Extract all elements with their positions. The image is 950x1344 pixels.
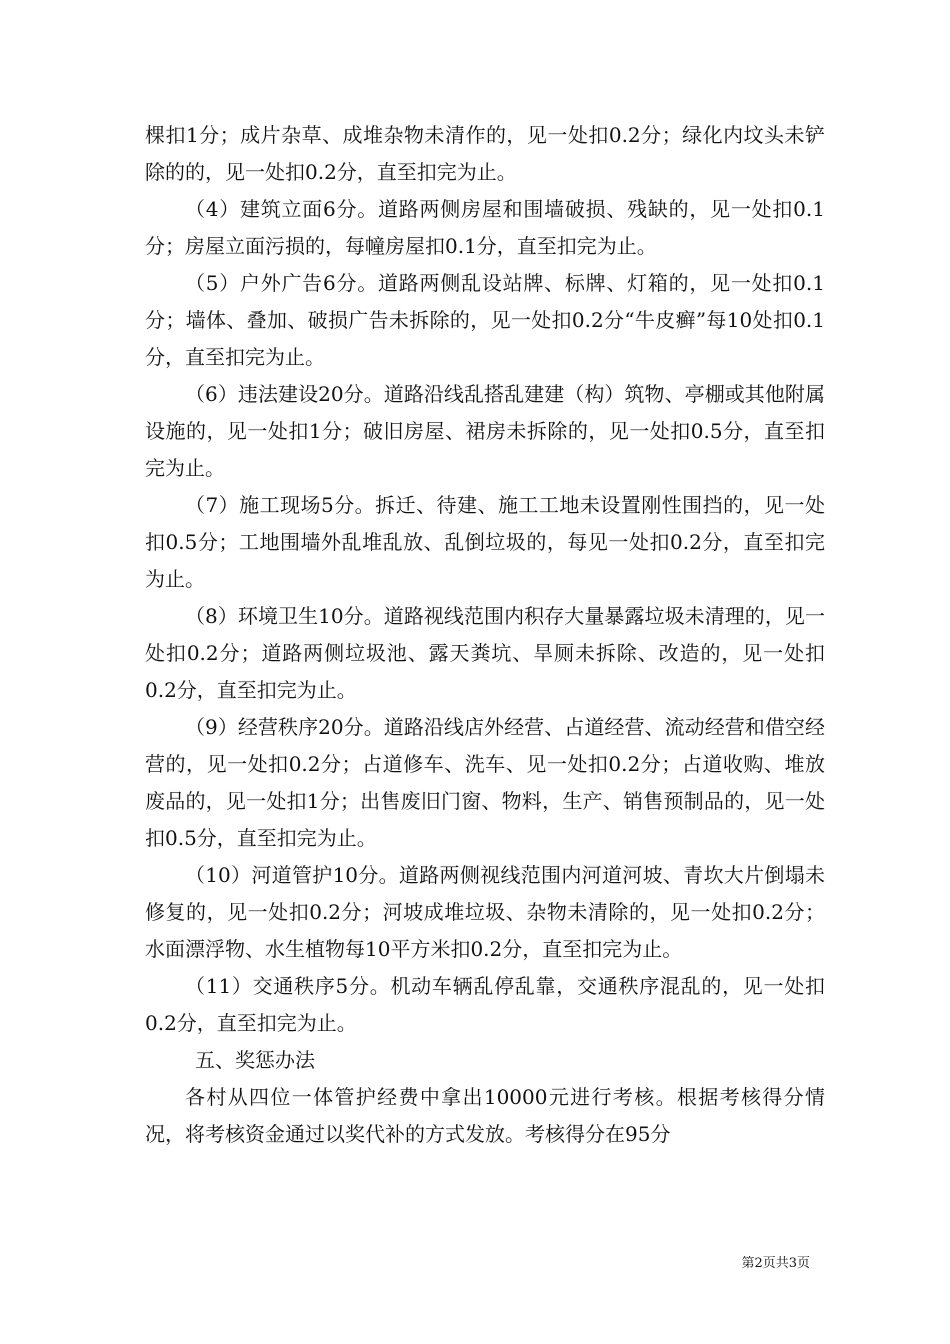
- paragraph-item-4: （4）建筑立面6分。道路两侧房屋和围墙破损、残缺的，见一处扣0.1分；房屋立面污损的，每幢房屋扣0.1分，直至扣完为止。: [145, 197, 825, 258]
- document-body: [145, 117, 825, 1153]
- paragraph-item-10: （10）河道管护10分。道路两侧视线范围内河道河坡、青坎大片倒塌未修复的，见一处扣0.2分；河坡成堆垃圾、杂物未清除的，见一处扣0.2分；水面漂浮物、水生植物每10平方米扣0.2分，直至扣完为止。: [145, 863, 825, 961]
- paragraph-continuation: 棵扣1分；成片杂草、成堆杂物未清作的，见一处扣0.2分；绿化内坟头未铲除的的，见一处扣0.2分，直至扣完为止。: [145, 123, 825, 184]
- paragraph-item-5: （5）户外广告6分。道路两侧乱设站牌、标牌、灯箱的，见一处扣0.1分；墙体、叠加、破损广告未拆除的，见一处扣0.2分“牛皮癣”每10处扣0.1分，直至扣完为止。: [145, 271, 825, 369]
- paragraph-item-6: （6）违法建设20分。道路沿线乱搭乱建建（构）筑物、亭棚或其他附属设施的，见一处扣1分；破旧房屋、裙房未拆除的，见一处扣0.5分，直至扣完为止。: [145, 382, 825, 480]
- paragraph-item-11: （11）交通秩序5分。机动车辆乱停乱靠，交通秩序混乱的，见一处扣0.2分，直至扣完为止。: [145, 974, 825, 1035]
- paragraph-item-7: （7）施工现场5分。拆迁、待建、施工工地未设置刚性围挡的，见一处扣0.5分；工地围墙外乱堆乱放、乱倒垃圾的，每见一处扣0.2分，直至扣完为止。: [145, 493, 825, 591]
- section-heading: 五、奖惩办法: [195, 1048, 315, 1072]
- page-number-footer: 第2页共3页: [741, 1256, 810, 1271]
- paragraph-item-9: （9）经营秩序20分。道路沿线店外经营、占道经营、流动经营和借空经营的，见一处扣0.2分；占道修车、洗车、见一处扣0.2分；占道收购、堆放废品的，见一处扣1分；出售废旧门窗、物料，生产、销售预制品的，见一处扣0.5分，直至扣完为止。: [145, 715, 825, 850]
- paragraph-item-8: （8）环境卫生10分。道路视线范围内积存大量暴露垃圾未清理的，见一处扣0.2分；道路两侧垃圾池、露天粪坑、旱厕未拆除、改造的，见一处扣0.2分，直至扣完为止。: [145, 604, 825, 702]
- paragraph-rewards: 各村从四位一体管护经费中拿出10000元进行考核。根据考核得分情况，将考核资金通过以奖代补的方式发放。考核得分在95分: [145, 1085, 825, 1146]
